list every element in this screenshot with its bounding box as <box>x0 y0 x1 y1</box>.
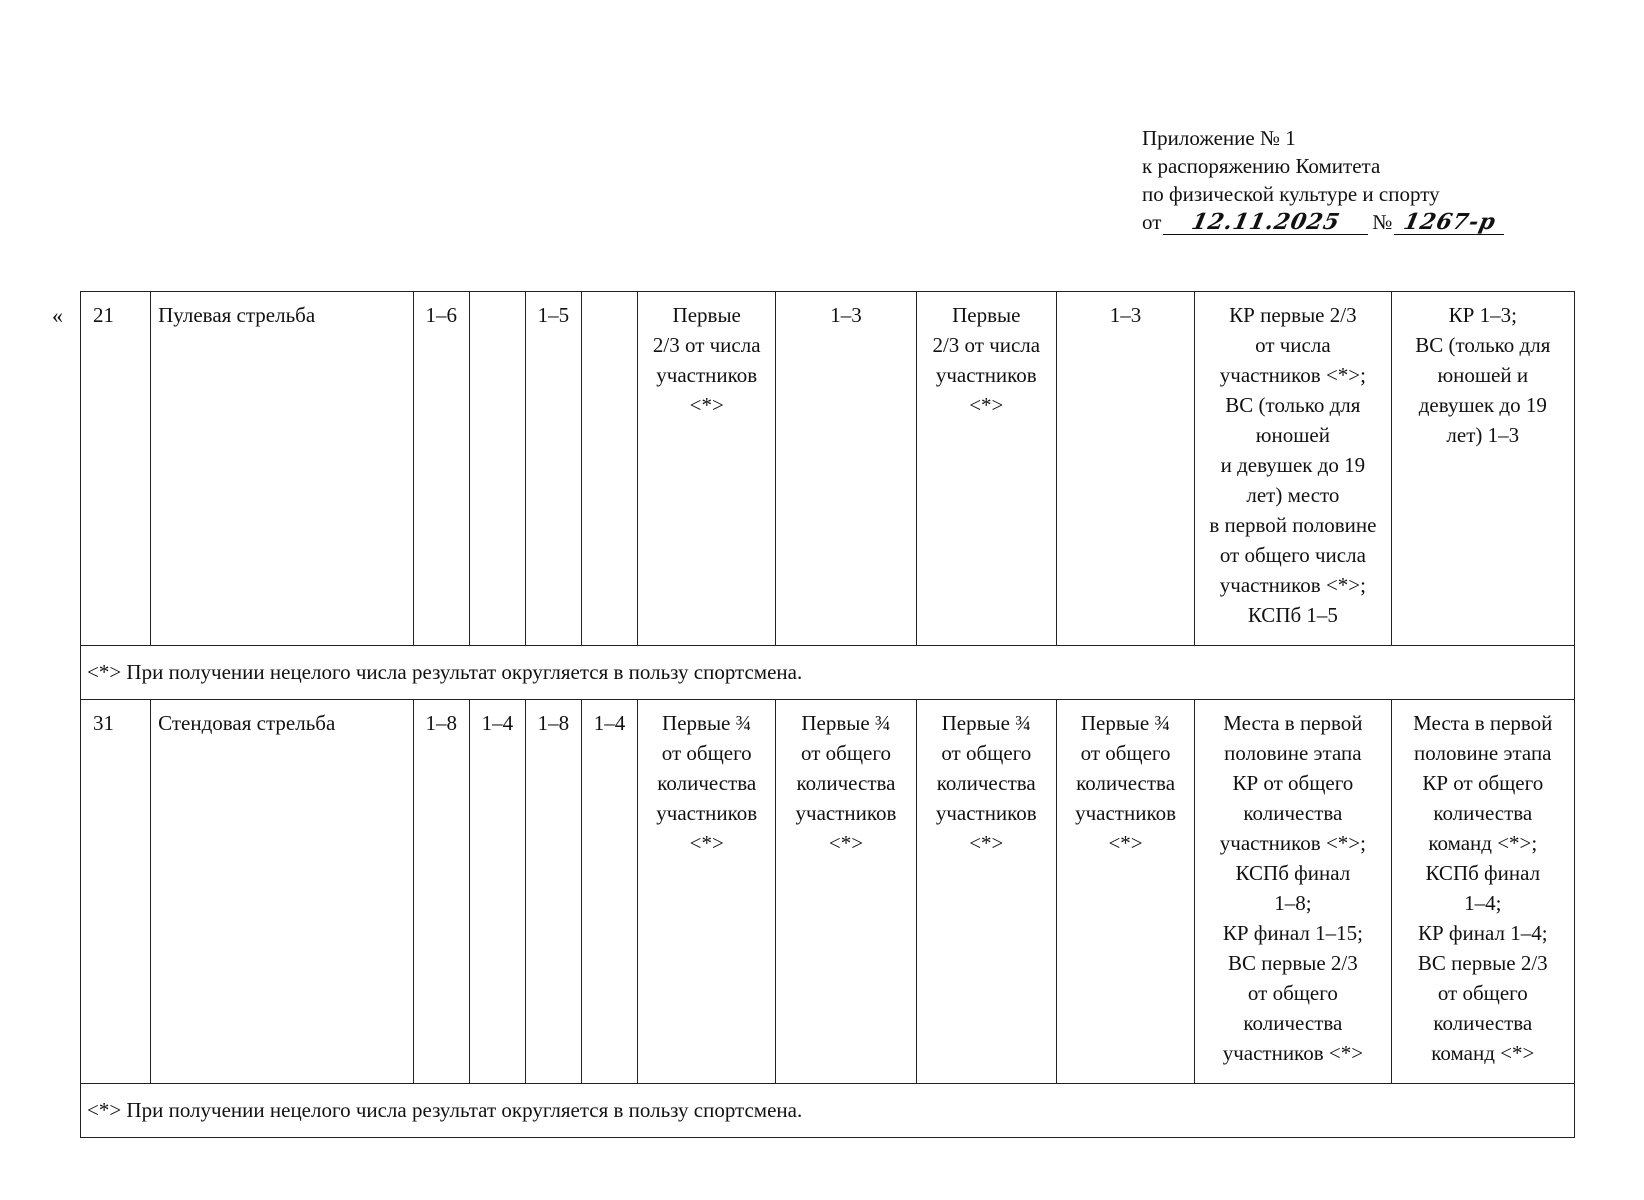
table-cell <box>581 292 637 646</box>
number-field <box>1394 210 1504 235</box>
table-cell: 1–4 <box>469 700 525 1084</box>
appendix-line-2: к распоряжению Комитета <box>1142 154 1381 178</box>
footnote: <*> При получении нецелого числа результат округляется в пользу спортсмена. <box>81 646 1575 700</box>
table-cell: 1–6 <box>413 292 469 646</box>
footnote-row <box>81 646 1575 700</box>
row-number: 21 <box>81 292 151 646</box>
table-cell: 1–4 <box>581 700 637 1084</box>
appendix-header <box>1142 124 1504 236</box>
handwritten-date: 12.11.2025 <box>1189 209 1343 235</box>
table-cell: Места в первой половине этапа КР от общего количества участников <*>; КСПб финал 1–8; КР финал 1–15; ВС первые 2/3 от общего количества участников <*> <box>1195 700 1391 1084</box>
handwritten-number: 1267-р <box>1400 209 1499 235</box>
table-cell: Первые 2/3 от числа участников <*> <box>916 292 1056 646</box>
table-cell: КР первые 2/3 от числа участников <*>; ВС (только для юношей и девушек до 19 лет) место в первой половине от общего числа участников <*>; КСПб 1–5 <box>1195 292 1391 646</box>
table-row <box>81 700 1575 1084</box>
table-cell: 1–8 <box>525 700 581 1084</box>
sport-name: Пулевая стрельба <box>151 292 414 646</box>
sports-table <box>80 291 1575 1138</box>
table-cell: Первые 2/3 от числа участников <*> <box>638 292 776 646</box>
opening-quote: « <box>52 303 63 328</box>
sport-name: Стендовая стрельба <box>151 700 414 1084</box>
table-cell: Первые ¾ от общего количества участников <*> <box>1056 700 1194 1084</box>
table-cell: 1–3 <box>1056 292 1194 646</box>
table-cell <box>469 292 525 646</box>
table-row <box>81 292 1575 646</box>
table-cell: Первые ¾ от общего количества участников <*> <box>916 700 1056 1084</box>
table-cell: 1–5 <box>525 292 581 646</box>
row-number: 31 <box>81 700 151 1084</box>
table-cell: Первые ¾ от общего количества участников <*> <box>638 700 776 1084</box>
number-label: № <box>1372 210 1393 234</box>
table-cell: Первые ¾ от общего количества участников <*> <box>776 700 916 1084</box>
date-field <box>1163 210 1368 235</box>
appendix-title: Приложение № 1 <box>1142 126 1296 150</box>
table-cell: Места в первой половине этапа КР от общего количества команд <*>; КСПб финал 1–4; КР финал 1–4; ВС первые 2/3 от общего количества команд <*> <box>1391 700 1574 1084</box>
footnote: <*> При получении нецелого числа результат округляется в пользу спортсмена. <box>81 1084 1575 1138</box>
table-cell: 1–8 <box>413 700 469 1084</box>
date-number-line <box>1142 208 1504 236</box>
table-cell: КР 1–3; ВС (только для юношей и девушек до 19 лет) 1–3 <box>1391 292 1574 646</box>
table-cell: 1–3 <box>776 292 916 646</box>
from-label: от <box>1142 210 1162 234</box>
appendix-line-3: по физической культуре и спорту <box>1142 182 1440 206</box>
footnote-row <box>81 1084 1575 1138</box>
